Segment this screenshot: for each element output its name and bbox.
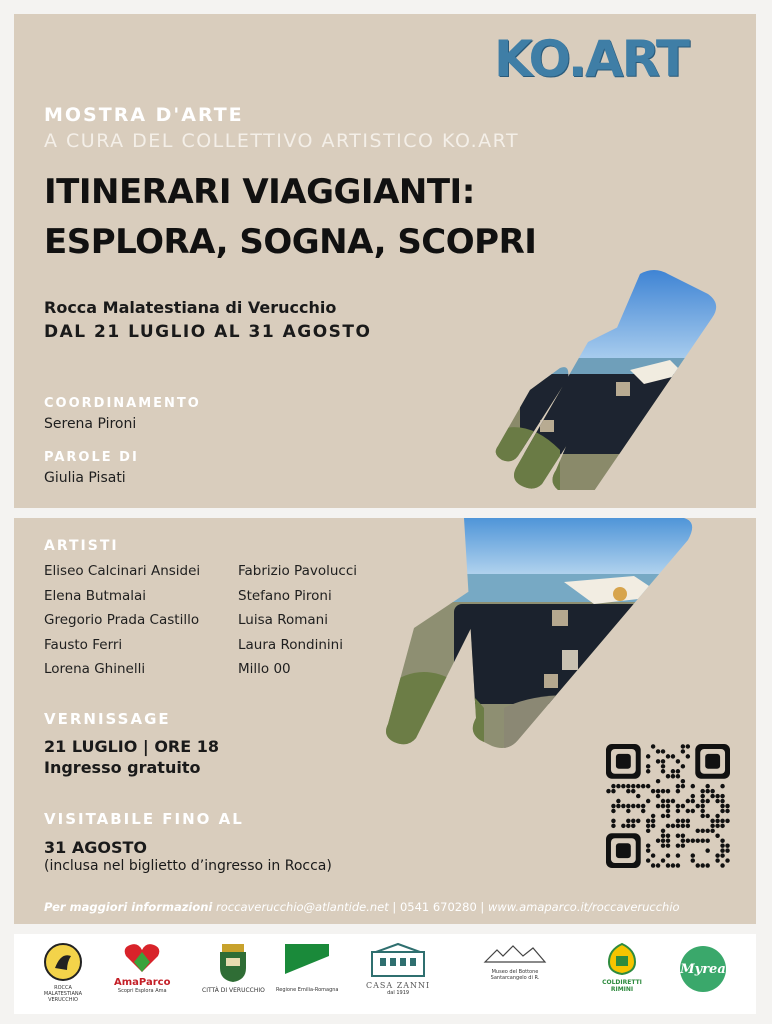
qr-code[interactable] <box>606 744 730 868</box>
myrea-badge: Myrea <box>680 946 726 992</box>
title-line-2: ESPLORA, SOGNA, SCOPRI <box>44 222 537 262</box>
museo-bottone-logo <box>480 942 550 981</box>
visible-until-date: 31 AGOSTO <box>44 838 147 857</box>
suitcase-photo-top <box>480 270 720 490</box>
visible-until-label: VISITABILE FINO AL <box>44 810 244 828</box>
info-phone[interactable]: 0541 670280 <box>399 900 477 914</box>
vernissage-label: VERNISSAGE <box>44 710 171 728</box>
dates: DAL 21 LUGLIO AL 31 AGOSTO <box>44 322 372 342</box>
coldiretti-logo <box>602 942 642 993</box>
curator-line: A CURA DEL COLLETTIVO ARTISTICO KO.ART <box>44 130 520 152</box>
koart-logo: KO.ART <box>494 30 688 88</box>
artist-name: Elena Butmalai <box>44 588 147 604</box>
rocca-logo <box>38 942 88 1003</box>
artist-name: Millo 00 <box>238 661 291 677</box>
suitcase-photo-bottom <box>384 518 694 754</box>
more-info-line <box>44 900 680 914</box>
amaparco-logo <box>114 942 170 994</box>
separator: | <box>388 900 400 914</box>
artist-name: Laura Rondinini <box>238 637 343 653</box>
artist-name: Fabrizio Pavolucci <box>238 563 358 579</box>
myrea-logo <box>680 946 726 992</box>
exhibition-kicker: MOSTRA D'ARTE <box>44 104 244 126</box>
regione-logo <box>276 942 339 993</box>
coldiretti-caption: COLDIRETTI RIMINI <box>602 979 642 993</box>
artist-name: Gregorio Prada Castillo <box>44 612 200 628</box>
amaparco-name: AmaParco <box>114 977 171 988</box>
amaparco-tagline: Scopri Esplora Ama <box>117 988 167 994</box>
artist-name: Luisa Romani <box>238 612 328 628</box>
verucchio-crest-logo <box>202 942 265 994</box>
coordination-name: Serena Pironi <box>44 416 137 432</box>
words-label: PAROLE DI <box>44 450 139 465</box>
rocca-caption: ROCCA MALATESTIANA VERUCCHIO <box>43 985 83 1003</box>
artists-label: ARTISTI <box>44 538 119 554</box>
separator: | <box>476 900 488 914</box>
casa-zanni-since: dal 1919 <box>387 990 410 996</box>
info-website[interactable]: www.amaparco.it/roccaverucchio <box>487 900 680 914</box>
venue: Rocca Malatestiana di Verucchio <box>44 298 337 317</box>
vernissage-entry: Ingresso gratuito <box>44 758 201 777</box>
info-lead: Per maggiori informazioni <box>44 900 213 914</box>
coordination-label: COORDINAMENTO <box>44 396 201 411</box>
verucchio-caption: CITTÀ DI VERUCCHIO <box>202 987 265 994</box>
sponsors-strip <box>14 934 756 1014</box>
visible-until-note: (inclusa nel biglietto d’ingresso in Rocca) <box>44 858 332 874</box>
info-email[interactable]: roccaverucchio@atlantide.net <box>216 900 389 914</box>
casa-zanni-logo <box>366 942 430 996</box>
artist-name: Fausto Ferri <box>44 637 123 653</box>
museo-caption: Museo del Bottone Santarcangelo di R. <box>490 969 540 981</box>
words-name: Giulia Pisati <box>44 470 126 486</box>
vernissage-when: 21 LUGLIO | ORE 18 <box>44 737 220 756</box>
artist-name: Lorena Ghinelli <box>44 661 146 677</box>
casa-zanni-name: CASA ZANNI <box>366 981 431 990</box>
regione-caption: Regione Emilia-Romagna <box>276 987 339 993</box>
artist-name: Stefano Pironi <box>238 588 332 604</box>
title-line-1: ITINERARI VIAGGIANTI: <box>44 172 475 212</box>
artist-name: Eliseo Calcinari Ansidei <box>44 563 201 579</box>
